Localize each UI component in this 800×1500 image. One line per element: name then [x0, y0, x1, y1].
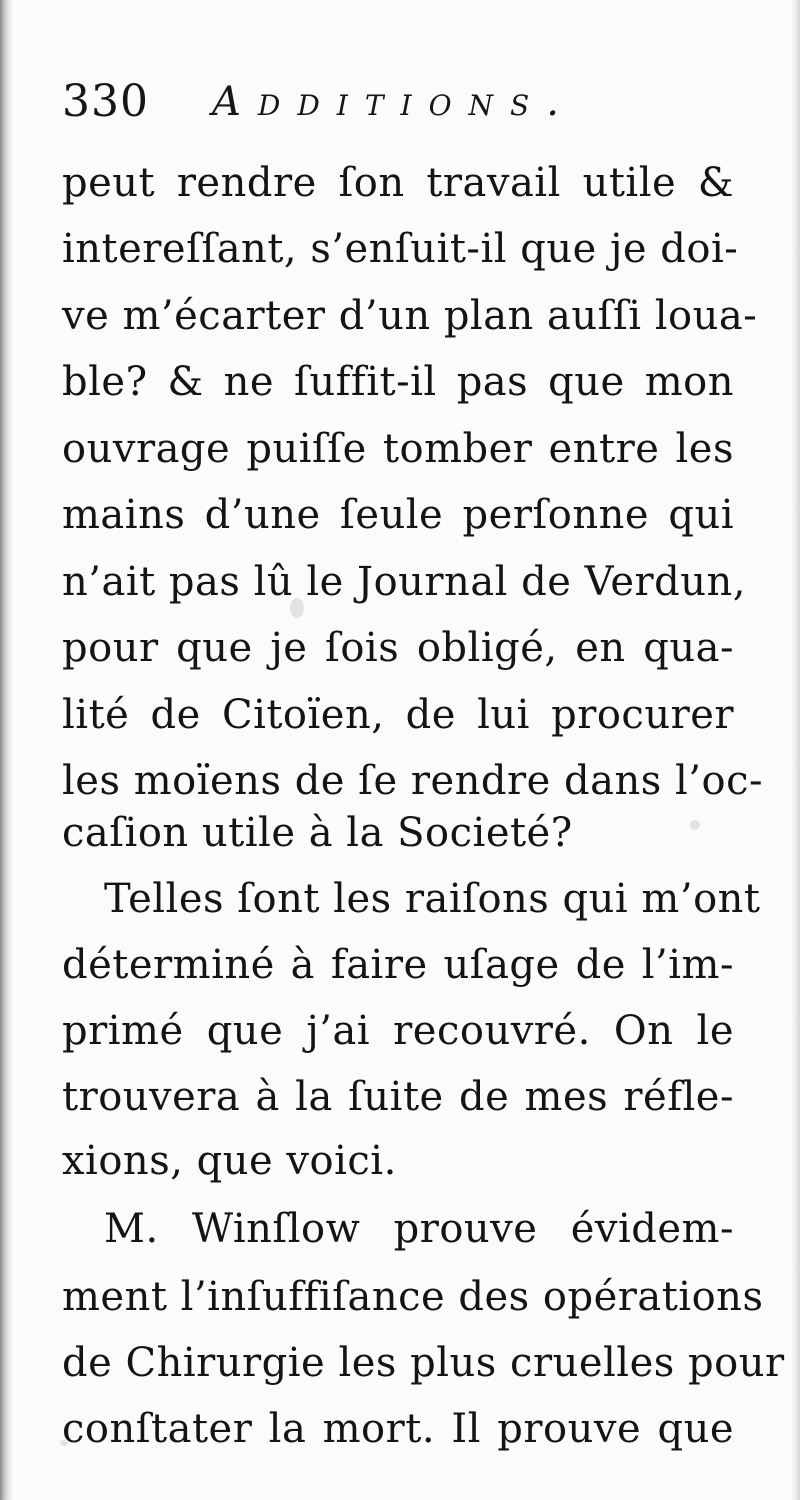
text-line: ve m’écarter d’un plan auſſi loua- [62, 293, 758, 339]
text-line: peut rendre ſon travail utile & [62, 160, 734, 206]
text-line: pour que je ſois obligé, en qua- [62, 625, 734, 671]
text-line: ouvrage puiſſe tomber entre les [62, 426, 734, 472]
page-header [62, 72, 762, 132]
text-line: Telles ſont les raiſons qui m’ont [104, 876, 761, 922]
text-line: M. Winſlow prouve évidem- [104, 1206, 734, 1252]
text-line: mains d’une ſeule perſonne qui [62, 492, 734, 538]
text-line: conſtater la mort. Il prouve que [62, 1406, 734, 1452]
text-line: les moïens de ſe rendre dans l’oc- [62, 758, 764, 804]
text-line: déterminé à faire uſage de l’im- [62, 942, 734, 988]
running-title: Additions. [212, 79, 576, 125]
text-line: n’ait pas lû le Journal de Verdun, [62, 559, 747, 605]
page-number: 330 [62, 76, 149, 127]
text-line: intereſſant, s’enſuit-il que je doi- [62, 226, 739, 272]
text-line: lité de Citoïen, de lui procurer [62, 692, 734, 738]
page-edge-right [790, 0, 800, 1500]
text-line: ment l’inſuffiſance des opérations [62, 1274, 764, 1320]
text-line: trouvera à la ſuite de mes réfle- [62, 1074, 734, 1120]
text-line: de Chirurgie les plus cruelles pour [62, 1340, 785, 1386]
page-edge-left [0, 0, 14, 1500]
text-line: ble? & ne ſuffit-il pas que mon [62, 359, 734, 405]
text-line: primé que j’ai recouvré. On le [62, 1008, 734, 1054]
text-line: xions, que voici. [62, 1138, 397, 1184]
text-line: caſion utile à la Societé? [62, 810, 573, 856]
